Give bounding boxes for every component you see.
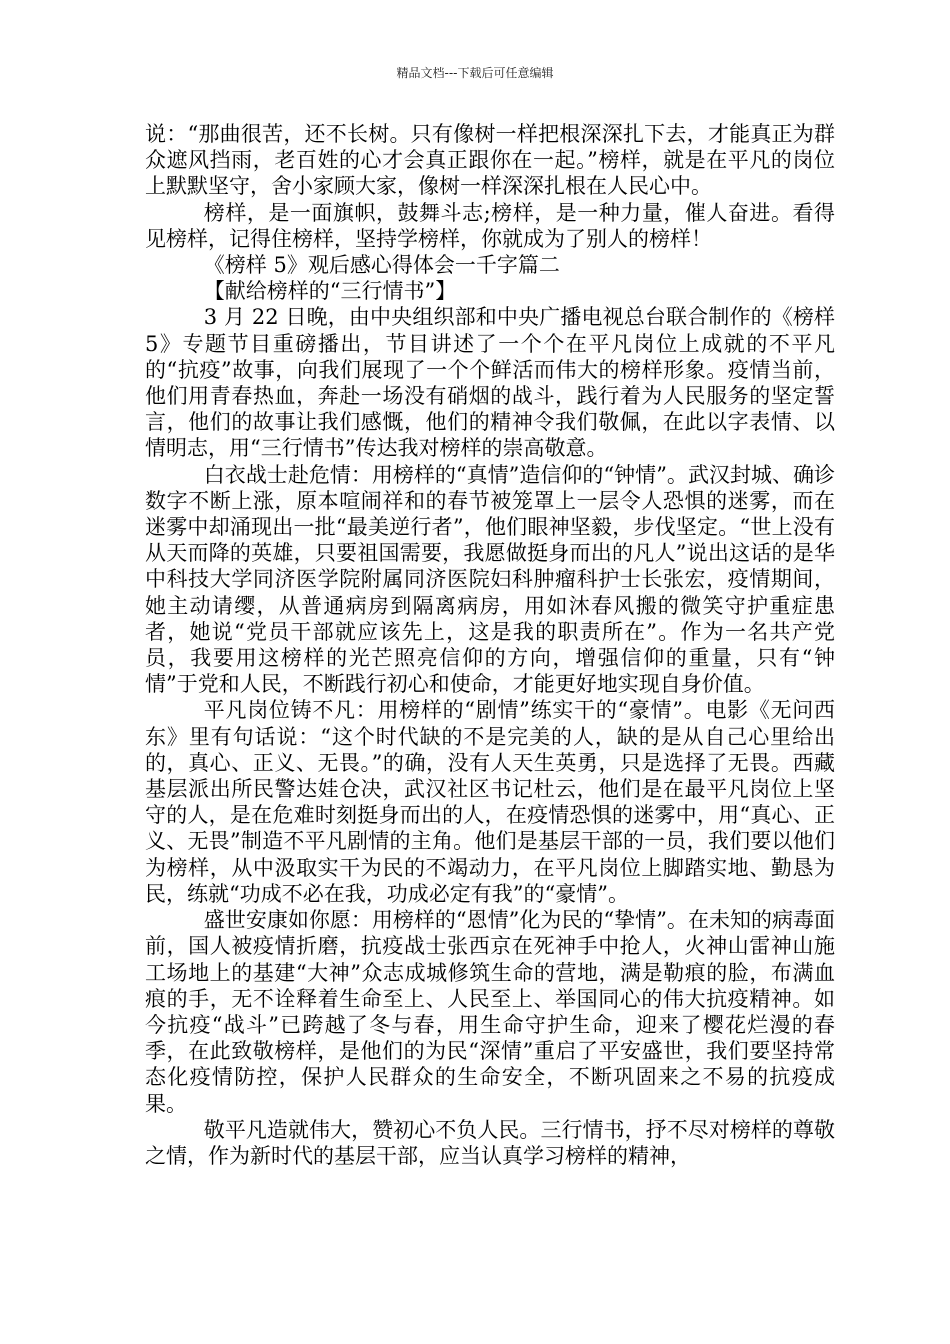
paragraph: 敬平凡造就伟大，赞初心不负人民。三行情书，抒不尽对榜样的尊敬之情，作为新时代的基层干部，应当认真学习榜样的精神， xyxy=(145,1117,835,1168)
document-body xyxy=(145,121,835,1169)
paragraph: 3 月 22 日晚，由中央组织部和中央广播电视总台联合制作的《榜样 5》专题节目重磅播出，节目讲述了一个个在平凡岗位上成就的不平凡的“抗疫”故事，向我们展现了一个个鲜活而伟大的榜样形象。疫情当前，他们用青春热血，奔赴一场没有硝烟的战斗，践行着为人民服务的坚定誓言，他们的故事让我们感慨，他们的精神令我们敬佩，在此以字表情、以情明志，用“三行情书”传达我对榜样的崇高敬意。 xyxy=(145,305,835,461)
paragraph: 榜样，是一面旗帜，鼓舞斗志;榜样，是一种力量，催人奋进。看得见榜样，记得住榜样，坚持学榜样，你就成为了别人的榜样！ xyxy=(145,200,835,251)
paragraph: 白衣战士赴危情：用榜样的“真情”造信仰的“钟情”。武汉封城、确诊数字不断上涨，原本喧闹祥和的春节被笼罩上一层令人恐惧的迷雾，而在迷雾中却涌现出一批“最美逆行者”，他们眼神坚毅，步伐坚定。“世上没有从天而降的英雄，只要祖国需要，我愿做挺身而出的凡人”说出这话的是华中科技大学同济医学院附属同济医院妇科肿瘤科护士长张宏，疫情期间，她主动请缨，从普通病房到隔离病房，用如沐春风搬的微笑守护重症患者，她说“党员干部就应该先上，这是我的职责所在”。作为一名共产党员，我要用这榜样的光芒照亮信仰的方向，增强信仰的重量，只有“钟情”于党和人民，不断践行初心和使命，才能更好地实现自身价值。 xyxy=(145,462,835,697)
paragraph: 《榜样 5》观后感心得体会一千字篇二 xyxy=(203,253,560,278)
paragraph: 【献给榜样的“三行情书”】 xyxy=(203,279,457,304)
page-header: 精品文档---下载后可任意编辑 xyxy=(396,66,554,80)
paragraph: 平凡岗位铸不凡：用榜样的“剧情”练实干的“豪情”。电影《无问西东》里有句话说：“这个时代缺的不是完美的人，缺的是从自己心里给出的，真心、正义、无畏。”的确，没有人天生英勇，只是选择了无畏。西藏基层派出所民警达娃仓决，武汉社区书记杜云，他们是在最平凡岗位上坚守的人，是在危难时刻挺身而出的人，在疫情恐惧的迷雾中，用“真心、正义、无畏”制造不平凡剧情的主角。他们是基层干部的一员，我们要以他们为榜样，从中汲取实干为民的不竭动力，在平凡岗位上脚踏实地、勤恳为民，练就“功成不必在我，功成必定有我”的“豪情”。 xyxy=(145,698,835,906)
paragraph: 说：“那曲很苦，还不长树。只有像树一样把根深深扎下去，才能真正为群众遮风挡雨，老百姓的心才会真正跟你在一起。”榜样，就是在平凡的岗位上默默坚守，舍小家顾大家，像树一样深深扎根在人民心中。 xyxy=(145,122,835,199)
paragraph: 盛世安康如你愿：用榜样的“恩情”化为民的“挚情”。在未知的病毒面前，国人被疫情折磨，抗疫战士张西京在死神手中抢人，火神山雷神山施工场地上的基建“大神”众志成城修筑生命的营地，满是勒痕的脸，布满血痕的手，无不诠释着生命至上、人民至上、举国同心的伟大抗疫精神。如今抗疫“战斗”已跨越了冬与春，用生命守护生命，迎来了樱花烂漫的春季，在此致敬榜样，是他们的为民“深情”重启了平安盛世，我们要坚持常态化疫情防控，保护人民群众的生命安全，不断巩固来之不易的抗疫成果。 xyxy=(145,908,835,1116)
